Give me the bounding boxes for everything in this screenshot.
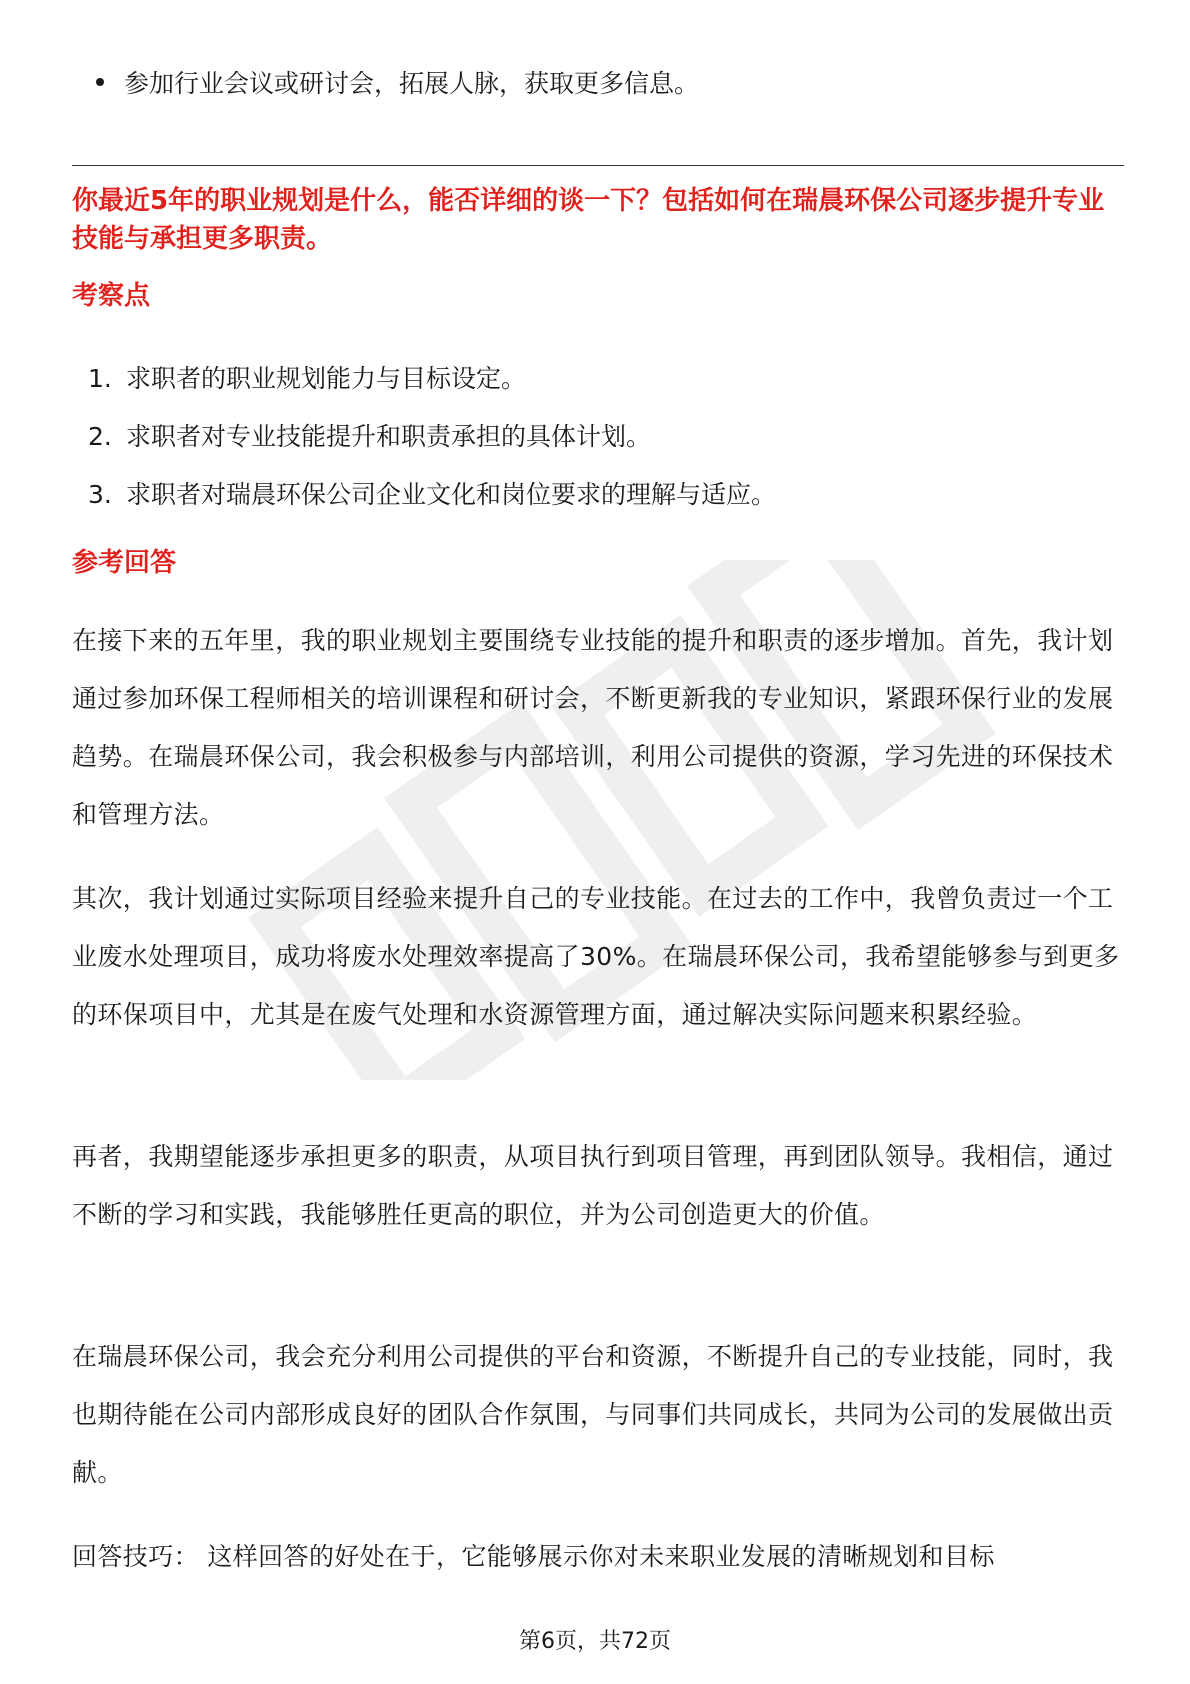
list-text: 求职者的职业规划能力与目标设定。	[126, 364, 527, 393]
list-number: 1.	[88, 364, 112, 393]
list-number: 2.	[88, 422, 112, 451]
section-title-reference-answer: 参考回答	[72, 548, 177, 578]
answer-paragraph: 在接下来的五年里，我的职业规划主要围绕专业技能的提升和职责的逐步增加。首先，我计划通过参加环保工程师相关的培训课程和研讨会，不断更新我的专业知识，紧跟环保行业的发展趋势。在瑞晨环保公司，我会积极参与内部培训，利用公司提供的资源，学习先进的环保技术和管理方法。	[72, 626, 1114, 829]
answer-tip-paragraph: 回答技巧： 这样回答的好处在于，它能够展示你对未来职业发展的清晰规划和目标	[72, 1542, 995, 1571]
list-item	[96, 62, 699, 106]
page-number-footer: 第6页，共72页	[519, 1629, 671, 1654]
list-item	[72, 350, 1124, 408]
answer-paragraph: 其次，我计划通过实际项目经验来提升自己的专业技能。在过去的工作中，我曾负责过一个工业废水处理项目，成功将废水处理效率提高了30%。在瑞晨环保公司，我希望能够参与到更多的环保项目中，尤其是在废气处理和水资源管理方面，通过解决实际问题来积累经验。	[72, 884, 1120, 1029]
list-item	[72, 466, 1124, 524]
list-text: 求职者对专业技能提升和职责承担的具体计划。	[126, 422, 652, 451]
section-divider	[72, 165, 1124, 166]
checkpoint-list	[72, 350, 1124, 524]
list-item	[72, 408, 1124, 466]
answer-paragraph: 再者，我期望能逐步承担更多的职责，从项目执行到项目管理，再到团队领导。我相信，通过不断的学习和实践，我能够胜任更高的职位，并为公司创造更大的价值。	[72, 1142, 1114, 1229]
question-heading: 你最近5年的职业规划是什么，能否详细的谈一下？包括如何在瑞晨环保公司逐步提升专业技能与承担更多职责。	[72, 186, 1105, 254]
bullet-dot-icon	[96, 78, 104, 86]
section-title-checkpoints: 考察点	[72, 281, 151, 311]
list-text: 求职者对瑞晨环保公司企业文化和岗位要求的理解与适应。	[126, 480, 777, 509]
answer-paragraph: 在瑞晨环保公司，我会充分利用公司提供的平台和资源，不断提升自己的专业技能，同时，我也期待能在公司内部形成良好的团队合作氛围，与同事们共同成长，共同为公司的发展做出贡献。	[72, 1342, 1114, 1487]
list-number: 3.	[88, 480, 112, 509]
bullet-text: 参加行业会议或研讨会，拓展人脉，获取更多信息。	[124, 69, 700, 98]
